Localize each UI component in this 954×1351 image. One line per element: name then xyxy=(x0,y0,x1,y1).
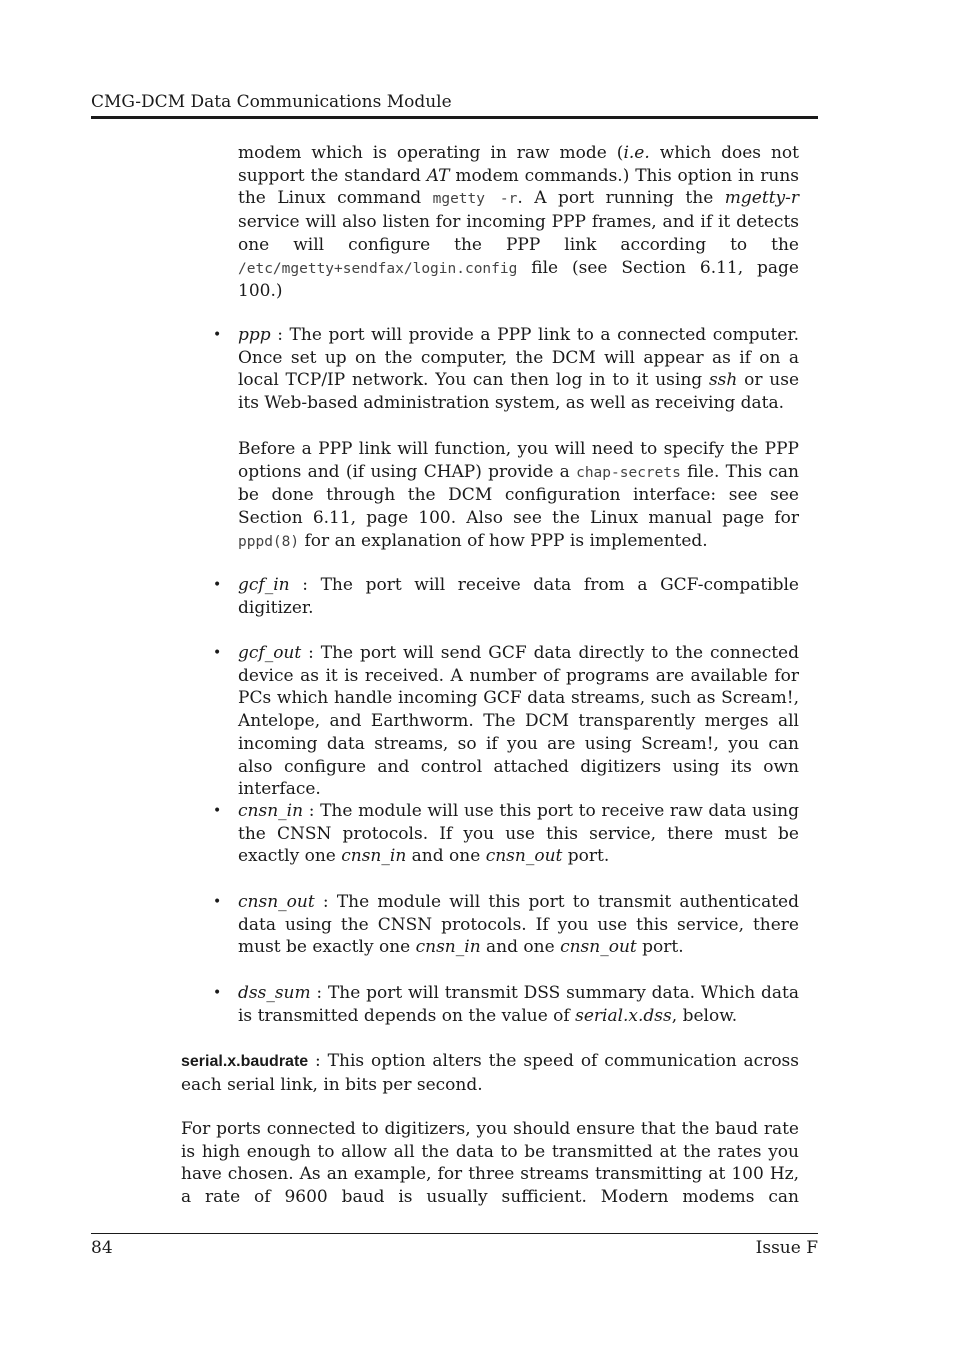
text: modem which is operating in raw mode ( xyxy=(238,143,624,163)
login-config-path: /etc/mgetty+sendfax/login.config xyxy=(238,260,518,277)
bullet-cnsn-out xyxy=(238,891,799,959)
option-name: serial.x.baudrate xyxy=(181,1053,309,1070)
bullet-marker: • xyxy=(213,577,222,593)
text: : The port will send GCF data directly to the connected device as it is received. A number of programs are available for PCs which handle incoming GCF data streams, such as Scream!, Antelope, and Earthworm. The DCM transparently merges all incoming data streams, so if you are using Scream!, you can also configure and control attached digitizers using its own interface. xyxy=(238,643,799,800)
bullet-marker: • xyxy=(213,803,222,819)
text: : The module will use this port to receive raw data using the CNSN protocols. If you use this service, there must be exactly one xyxy=(238,801,799,867)
text: Before a PPP link will function, you will need to specify the PPP options and (if using CHAP) provide a xyxy=(238,439,799,482)
bullet-cnsn-in xyxy=(238,800,799,868)
term-dss-sum: dss_sum xyxy=(238,983,311,1003)
text: modem commands.) This option in runs the Linux command xyxy=(238,165,799,209)
term-cnsn-in-ref: cnsn_in xyxy=(341,846,407,867)
footer-rule xyxy=(91,1233,818,1234)
bullet-gcf-in xyxy=(238,574,799,619)
at-command: AT xyxy=(426,165,450,186)
term-cnsn-out-ref: cnsn_out xyxy=(560,937,637,958)
paragraph-baud-rate: For ports connected to digitizers, you should ensure that the baud rate is high enough to allow all the data to be transmitted at the rates you have chosen. As an example, for three streams transmitting at 100 Hz, a rate of 9600 baud is usually sufficient. Modern modems can xyxy=(181,1119,799,1208)
text: and one xyxy=(480,937,561,958)
term-cnsn-in: cnsn_in xyxy=(238,801,304,821)
term-gcf-in: gcf_in xyxy=(238,575,290,595)
term-ssh: ssh xyxy=(708,370,738,391)
ie-abbrev: i.e. xyxy=(623,143,650,163)
mgetty-r-service: mgetty-r xyxy=(724,188,799,209)
bullet-gcf-out xyxy=(238,642,799,801)
term-cnsn-in-ref: cnsn_in xyxy=(415,937,481,958)
running-header: CMG-DCM Data Communications Module xyxy=(91,92,452,112)
page-number: 84 xyxy=(91,1238,113,1258)
term-cnsn-out: cnsn_out xyxy=(238,892,315,912)
term-gcf-out: gcf_out xyxy=(238,643,302,663)
bullet-marker: • xyxy=(213,985,222,1001)
option-baudrate xyxy=(181,1050,799,1096)
mgetty-command: mgetty -r xyxy=(432,191,518,208)
text: which does not support the standard xyxy=(238,143,799,186)
bullet-marker: • xyxy=(213,327,222,343)
text: port. xyxy=(562,846,610,867)
pppd-man-page: pppd(8) xyxy=(238,533,300,550)
paragraph-mgetty xyxy=(238,142,799,303)
text: : The port will receive data from a GCF-compatible digitizer. xyxy=(238,575,799,618)
term-cnsn-out-ref: cnsn_out xyxy=(485,846,563,867)
bullet-ppp xyxy=(238,324,799,415)
issue-label: Issue F xyxy=(755,1238,818,1258)
text: file (see Section 6.11, page 100.) xyxy=(238,257,799,302)
serial-x-dss-ref: serial.x.dss xyxy=(575,1005,672,1026)
bullet-marker: • xyxy=(213,894,222,910)
text: : The port will provide a PPP link to a connected computer. Once set up on the computer, the DCM will appear as if on a local TCP/IP network. You can then log in to it using xyxy=(238,325,799,391)
text: : The module will this port to transmit authenticated data using the CNSN protocols. If you use this service, there must be exactly one xyxy=(238,892,799,958)
text: file. This can be done through the DCM configuration interface: see see Section 6.11, page 100. Also see the Linux manual page for xyxy=(238,461,799,529)
chap-secrets-file: chap-secrets xyxy=(576,464,681,481)
text: and one xyxy=(406,846,486,867)
text: . A port running the xyxy=(517,188,725,209)
text: service will also listen for incoming PPP frames, and if it detects one will configure the PPP link according to the xyxy=(238,212,799,255)
text: : This option alters the speed of communication across each serial link, in bits per second. xyxy=(181,1051,799,1095)
header-rule xyxy=(91,116,818,119)
bullet-dss-sum xyxy=(238,982,799,1027)
text: : The port will transmit DSS summary data. Which data is transmitted depends on the value of xyxy=(238,983,799,1026)
text: port. xyxy=(636,937,684,958)
text: for an explanation of how PPP is implemented. xyxy=(299,530,708,551)
text: or use its Web-based administration system, as well as receiving data. xyxy=(238,370,800,414)
page-footer xyxy=(91,1237,818,1259)
text: , below. xyxy=(671,1005,738,1026)
term-ppp: ppp xyxy=(238,325,271,345)
bullet-marker: • xyxy=(213,645,222,661)
paragraph-ppp-note xyxy=(238,438,799,554)
